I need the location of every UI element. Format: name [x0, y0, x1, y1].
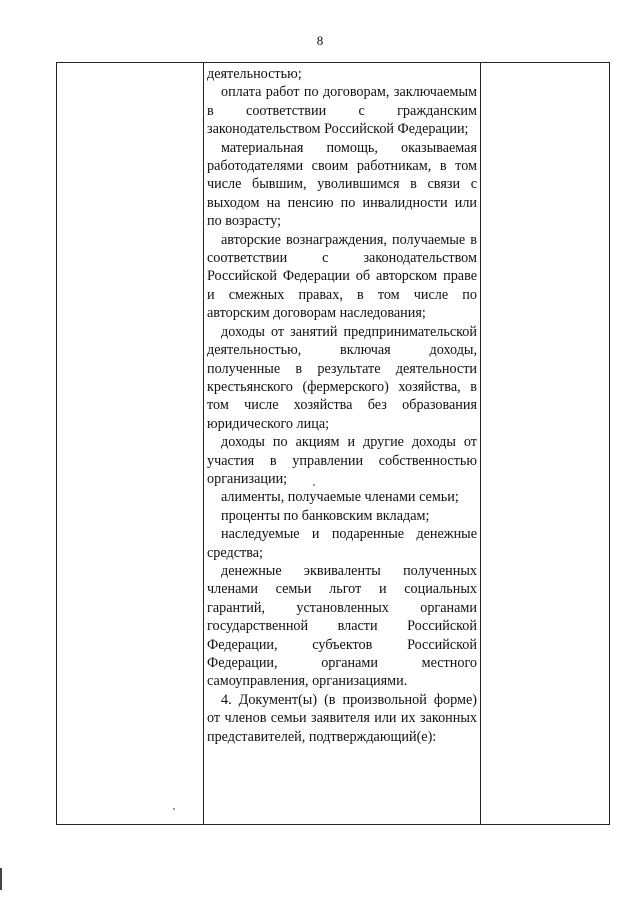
table-column-divider-left	[203, 63, 204, 824]
scan-speck	[173, 808, 175, 810]
paragraph-author-fees: авторские вознаграждения, получаемые в соответствии с законодательством Российской Федерации об авторском праве и смежных правах, в том числе по авторским договорам наследования;	[207, 231, 477, 322]
paragraph-benefit-equivalents: денежные эквиваленты полученных членами семьи льгот и социальных гарантий, установленных органами государственной власти Российской Федерации, субъектов Российской Федерации, органами местного самоуправления, организациями.	[207, 562, 477, 690]
paragraph-contract-payments: оплата работ по договорам, заключаемым в соответствии с гражданским законодательством Российской Федерации;	[207, 84, 477, 138]
paragraph-share-income: доходы по акциям и другие доходы от участия в управлении собственностью организации;	[207, 434, 477, 487]
paragraph-item-4: 4. Документ(ы) (в произвольной форме) от членов семьи заявителя или их законных представителей, подтверждающий(е):	[207, 691, 477, 745]
table-column-divider-right	[480, 63, 481, 824]
scan-speck	[313, 484, 315, 486]
scan-edge-mark	[0, 868, 2, 890]
paragraph-business-income: доходы от занятий предпринимательской деятельностью, включая доходы, полученные в результате деятельности крестьянского (фермерского) хозяйства, в том числе хозяйства без образования юридического лица;	[207, 323, 477, 432]
paragraph-inherited-funds: наследуемые и подаренные денежные средства;	[207, 526, 477, 561]
paragraph-bank-interest: проценты по банковским вкладам;	[221, 507, 430, 524]
table-cell-description	[207, 65, 477, 746]
paragraph-alimony: алименты, получаемые членами семьи;	[221, 489, 459, 506]
document-table	[56, 62, 610, 825]
paragraph-activity-end: деятельностью;	[207, 66, 302, 82]
page-number: 8	[316, 33, 324, 48]
paragraph-material-aid: материальная помощь, оказываемая работодателями своим работникам, в том числе бывшим, уволившимся в связи с выходом на пенсию по инвалидности или по возрасту;	[207, 139, 477, 230]
